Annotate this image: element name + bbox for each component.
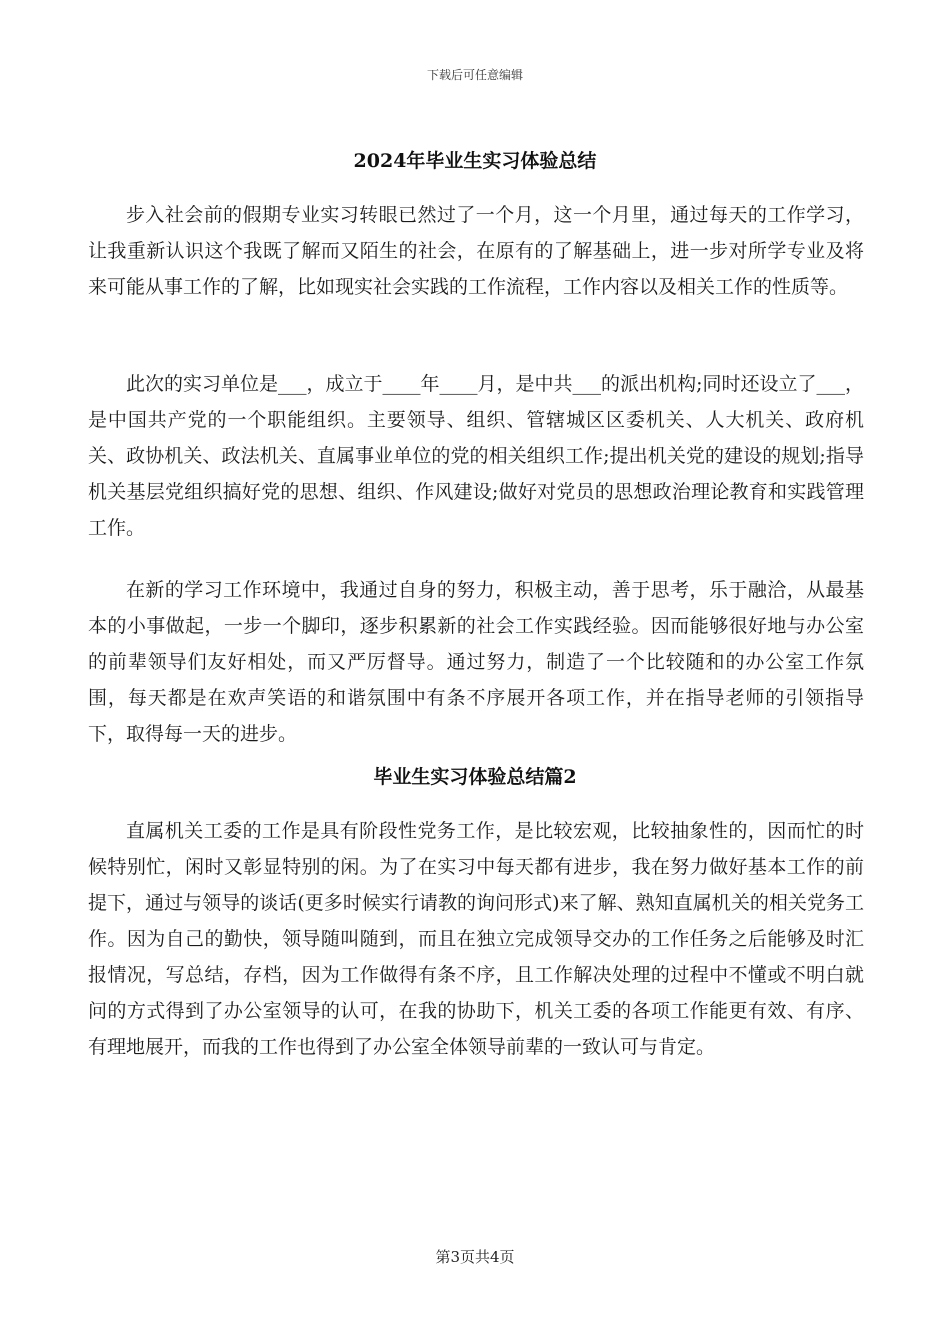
paragraph-work-environment: 在新的学习工作环境中，我通过自身的努力，积极主动，善于思考，乐于融洽，从最基本的小事做起，一步一个脚印，逐步积累新的社会工作实践经验。因而能够很好地与办公室的前辈领导们友好相处，而又严厉督导。通过努力，制造了一个比较随和的办公室工作氛围，每天都是在欢声笑语的和谐氛围中有条不序展开各项工作，并在指导老师的引领指导下，取得每一天的进步。 bbox=[88, 579, 864, 745]
paragraph-intro: 步入社会前的假期专业实习转眼已然过了一个月，这一个月里，通过每天的工作学习，让我重新认识这个我既了解而又陌生的社会，在原有的了解基础上，进一步对所学专业及将来可能从事工作的了解，比如现实社会实践的工作流程，工作内容以及相关工作的性质等。 bbox=[88, 204, 864, 298]
document-title: 2024年毕业生实习体验总结 bbox=[353, 150, 597, 172]
paragraph-unit-info: 此次的实习单位是___，成立于____年____月，是中共___的派出机构;同时还设立了___，是中国共产党的一个职能组织。主要领导、组织、管辖城区区委机关、人大机关、政府机关、政协机关、政法机关、直属事业单位的党的相关组织工作;提出机关党的建设的规划;指导机关基层党组织搞好党的思想、组织、作风建设;做好对党员的思想政治理论教育和实践管理工作。 bbox=[88, 373, 864, 539]
header-note: 下载后可任意编辑 bbox=[426, 68, 523, 82]
paragraph-party-work: 直属机关工委的工作是具有阶段性党务工作，是比较宏观，比较抽象性的，因而忙的时候特别忙，闲时又彰显特别的闲。为了在实习中每天都有进步，我在努力做好基本工作的前提下，通过与领导的谈话(更多时候实行请教的询问形式)来了解、熟知直属机关的相关党务工作。因为自己的勤快，领导随叫随到，而且在独立完成领导交办的工作任务之后能够及时汇报情况，写总结，存档，因为工作做得有条不序，且工作解决处理的过程中不懂或不明白就问的方式得到了办公室领导的认可，在我的协助下，机关工委的各项工作能更有效、有序、有理地展开，而我的工作也得到了办公室全体领导前辈的一致认可与肯定。 bbox=[88, 820, 864, 1058]
section-title-part2: 毕业生实习体验总结篇2 bbox=[373, 766, 577, 788]
page-number: 第3页共4页 bbox=[435, 1248, 515, 1266]
